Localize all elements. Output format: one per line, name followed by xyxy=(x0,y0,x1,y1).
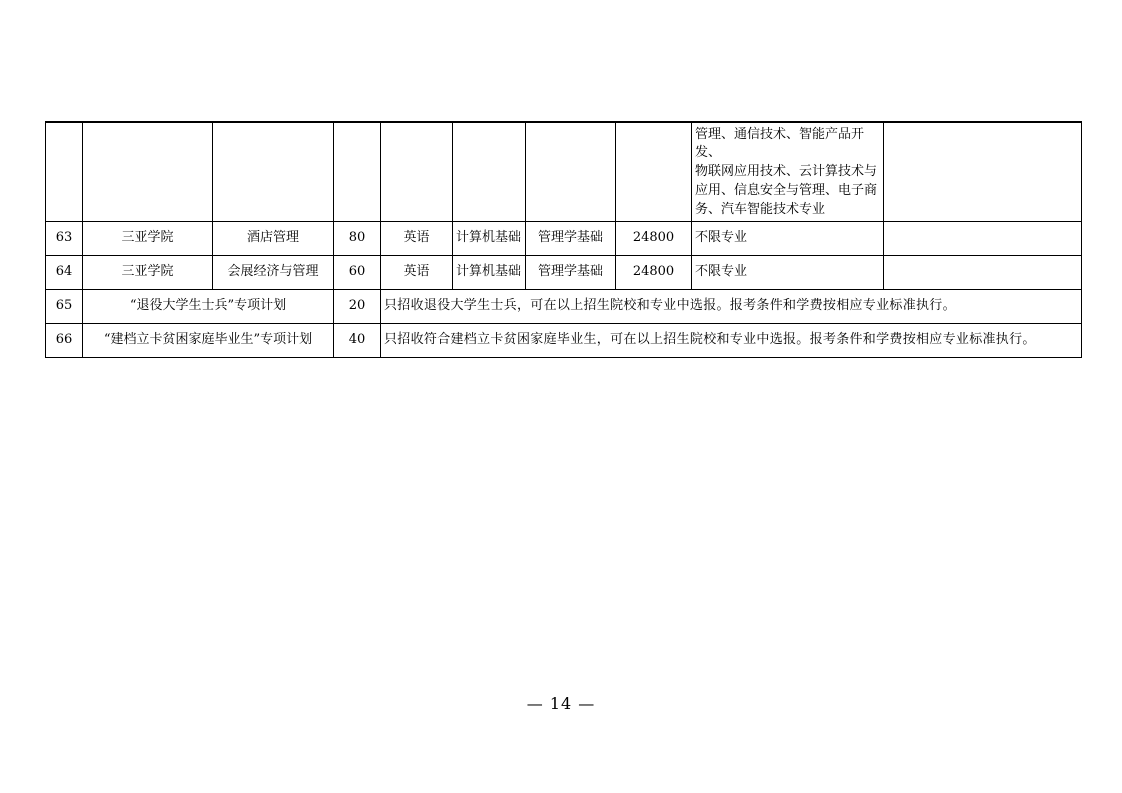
cell-requirement xyxy=(692,122,884,221)
cell-subject2: 管理学基础 xyxy=(526,255,616,289)
cell-foreign xyxy=(381,122,453,221)
table-row xyxy=(46,221,1082,255)
cell-quota: 60 xyxy=(334,255,381,289)
cell-fee xyxy=(616,122,692,221)
table-row xyxy=(46,255,1082,289)
cell-foreign: 英语 xyxy=(381,255,453,289)
cell-requirement: 不限专业 xyxy=(692,221,884,255)
cell-no: 63 xyxy=(46,221,83,255)
cell-no xyxy=(46,122,83,221)
cell-no: 64 xyxy=(46,255,83,289)
cell-requirement: 不限专业 xyxy=(692,255,884,289)
cell-subject2 xyxy=(526,122,616,221)
cell-note: 只招收退役大学生士兵，可在以上招生院校和专业中选报。报考条件和学费按相应专业标准执行。 xyxy=(381,289,1082,323)
cell-subject1 xyxy=(453,122,526,221)
requirement-line: 应用、信息安全与管理、电子商 xyxy=(695,182,878,198)
cell-fee: 24800 xyxy=(616,255,692,289)
cell-remark xyxy=(884,255,1082,289)
cell-major: 酒店管理 xyxy=(213,221,334,255)
cell-quota: 40 xyxy=(334,323,381,357)
cell-school: 三亚学院 xyxy=(83,255,213,289)
cell-subject2: 管理学基础 xyxy=(526,221,616,255)
cell-major xyxy=(213,122,334,221)
cell-fee: 24800 xyxy=(616,221,692,255)
cell-no: 66 xyxy=(46,323,83,357)
cell-subject1: 计算机基础 xyxy=(453,255,526,289)
requirement-line: 管理、通信技术、智能产品开发、 xyxy=(695,126,865,160)
cell-school xyxy=(83,122,213,221)
cell-plan: “建档立卡贫困家庭毕业生”专项计划 xyxy=(83,323,334,357)
cell-quota: 20 xyxy=(334,289,381,323)
cell-foreign: 英语 xyxy=(381,221,453,255)
page-number: — 14 — xyxy=(526,694,596,713)
table-row-special xyxy=(46,289,1082,323)
cell-remark xyxy=(884,122,1082,221)
cell-note: 只招收符合建档立卡贫困家庭毕业生，可在以上招生院校和专业中选报。报考条件和学费按相应专业标准执行。 xyxy=(381,323,1082,357)
requirement-line: 物联网应用技术、云计算技术与 xyxy=(695,163,878,179)
table-row-special xyxy=(46,323,1082,357)
cell-plan: “退役大学生士兵”专项计划 xyxy=(83,289,334,323)
cell-quota: 80 xyxy=(334,221,381,255)
table-row-continuation xyxy=(46,122,1082,221)
cell-quota xyxy=(334,122,381,221)
cell-school: 三亚学院 xyxy=(83,221,213,255)
admissions-table xyxy=(45,121,1082,358)
requirement-line: 务、汽车智能技术专业 xyxy=(695,201,826,217)
cell-subject1: 计算机基础 xyxy=(453,221,526,255)
cell-major: 会展经济与管理 xyxy=(213,255,334,289)
cell-remark xyxy=(884,221,1082,255)
cell-no: 65 xyxy=(46,289,83,323)
